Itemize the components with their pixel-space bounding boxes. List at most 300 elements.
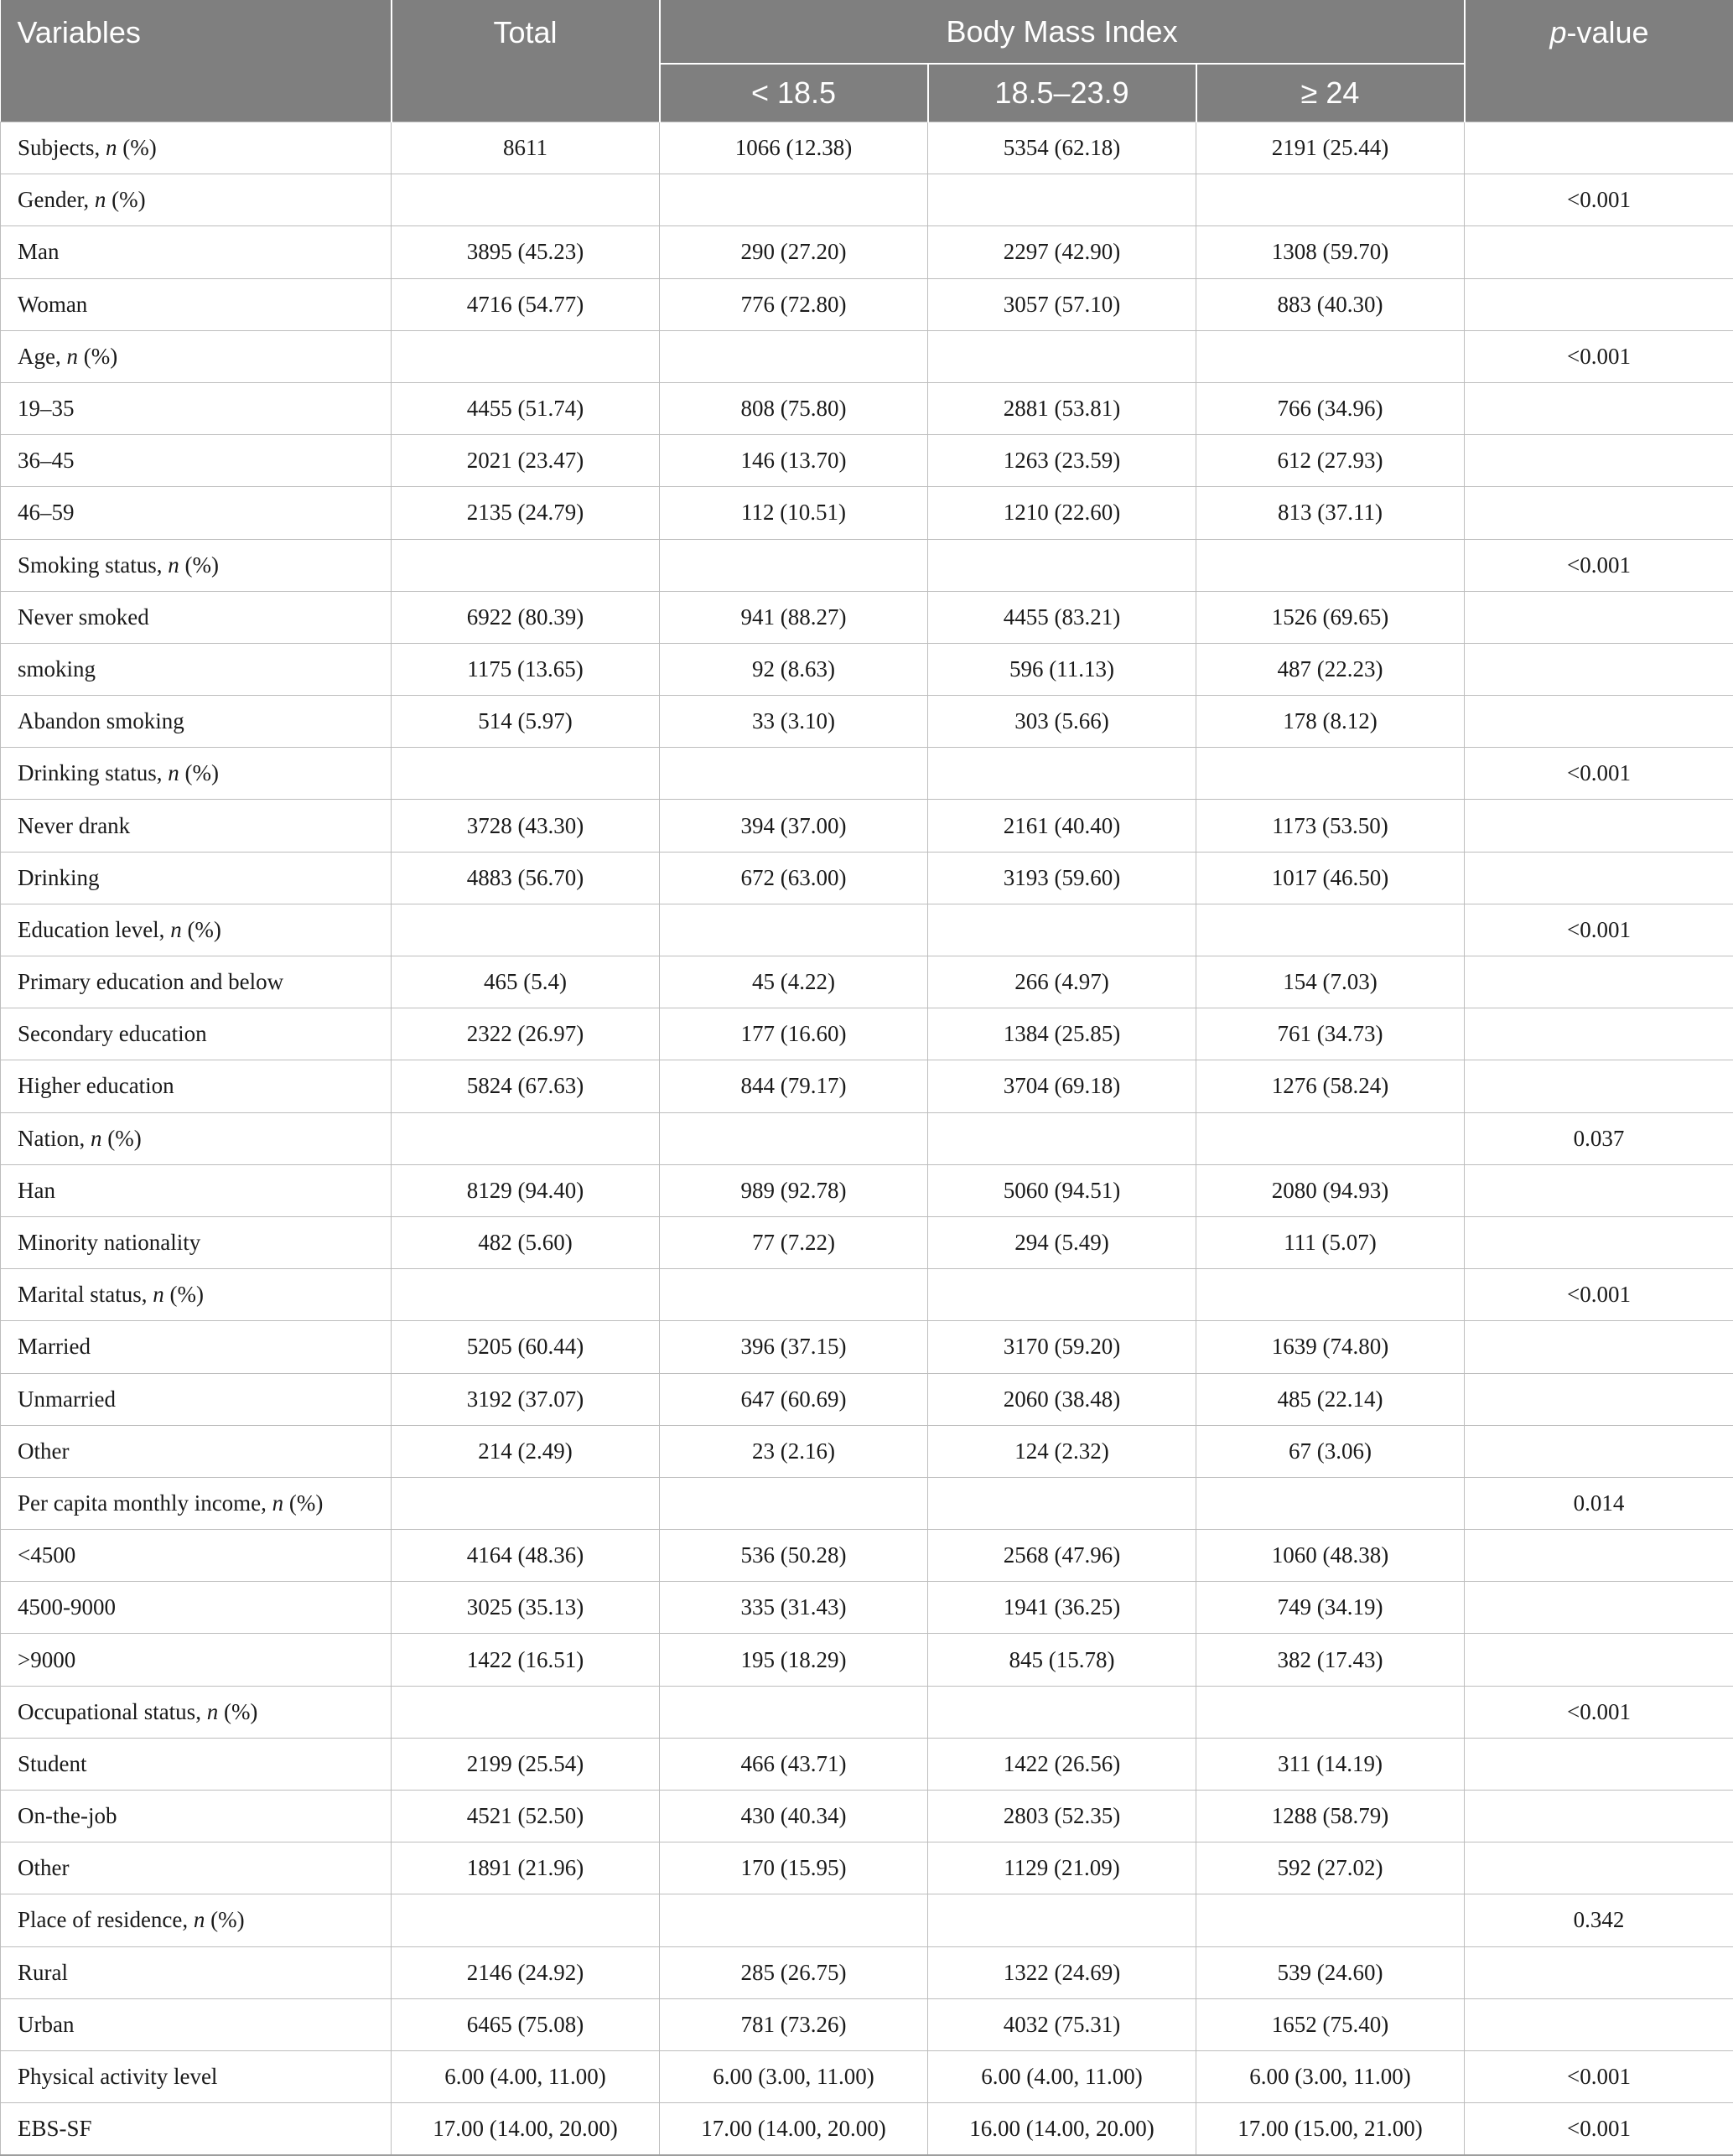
- cell-normal: 3193 (59.60): [928, 852, 1196, 904]
- cell-under: 430 (40.34): [660, 1791, 928, 1842]
- row-label: [1, 1842, 392, 1894]
- row-label-text: Occupational status,: [18, 1699, 207, 1724]
- cell-under: 23 (2.16): [660, 1425, 928, 1477]
- row-label: [1, 852, 392, 904]
- cell-normal: 1384 (25.85): [928, 1008, 1196, 1060]
- cell-under: [660, 174, 928, 226]
- row-label: [1, 382, 392, 434]
- cell-p: [1465, 956, 1733, 1008]
- row-label-text: Urban: [18, 2012, 74, 2037]
- cell-over: 111 (5.07): [1196, 1216, 1465, 1268]
- row-label-n: n: [66, 344, 78, 369]
- row-label: [1, 1112, 392, 1164]
- table-row: [1, 591, 1733, 643]
- row-label-text: Abandon smoking: [18, 708, 184, 733]
- row-label: [1, 1164, 392, 1216]
- cell-under: [660, 1686, 928, 1738]
- cell-p: <0.001: [1465, 2103, 1733, 2156]
- row-label-n: n: [168, 760, 179, 785]
- cell-p: 0.342: [1465, 1894, 1733, 1946]
- row-label: [1, 278, 392, 330]
- cell-p: <0.001: [1465, 330, 1733, 382]
- cell-under: [660, 539, 928, 591]
- row-label: [1, 539, 392, 591]
- cell-normal: 1422 (26.56): [928, 1738, 1196, 1790]
- cell-p: [1465, 1791, 1733, 1842]
- cell-over: 1526 (69.65): [1196, 591, 1465, 643]
- row-label-text: Drinking status,: [18, 760, 168, 785]
- row-label-text: Higher education: [18, 1073, 174, 1098]
- table-row: [1, 1373, 1733, 1425]
- row-label-text: Never drank: [18, 813, 130, 838]
- cell-total: 3192 (37.07): [392, 1373, 660, 1425]
- cell-under: 6.00 (3.00, 11.00): [660, 2050, 928, 2102]
- cell-total: 1891 (21.96): [392, 1842, 660, 1894]
- cell-normal: [928, 1477, 1196, 1529]
- row-label: [1, 122, 392, 174]
- row-label-text: Drinking: [18, 865, 100, 890]
- row-label: [1, 696, 392, 748]
- cell-p: <0.001: [1465, 1686, 1733, 1738]
- cell-over: [1196, 1686, 1465, 1738]
- cell-total: [392, 539, 660, 591]
- cell-under: 77 (7.22): [660, 1216, 928, 1268]
- table-row: [1, 1008, 1733, 1060]
- cell-under: 396 (37.15): [660, 1321, 928, 1373]
- row-label-text: Han: [18, 1178, 55, 1203]
- cell-over: [1196, 1269, 1465, 1321]
- cell-under: 45 (4.22): [660, 956, 928, 1008]
- row-label: [1, 1530, 392, 1582]
- cell-normal: [928, 539, 1196, 591]
- cell-total: [392, 1269, 660, 1321]
- cell-over: 1308 (59.70): [1196, 226, 1465, 278]
- cell-p: <0.001: [1465, 539, 1733, 591]
- cell-over: 487 (22.23): [1196, 643, 1465, 695]
- cell-under: 647 (60.69): [660, 1373, 928, 1425]
- cell-over: 1639 (74.80): [1196, 1321, 1465, 1373]
- cell-over: 539 (24.60): [1196, 1946, 1465, 1998]
- row-label-text: Secondary education: [18, 1021, 207, 1046]
- cell-p: [1465, 1008, 1733, 1060]
- cell-over: 1288 (58.79): [1196, 1791, 1465, 1842]
- row-label-text: 46–59: [18, 500, 75, 525]
- header-bmi-group: Body Mass Index: [660, 0, 1465, 64]
- table-row: [1, 643, 1733, 695]
- table-row: [1, 956, 1733, 1008]
- cell-total: 4883 (56.70): [392, 852, 660, 904]
- table-row: [1, 800, 1733, 852]
- row-label: [1, 1791, 392, 1842]
- cell-under: 844 (79.17): [660, 1060, 928, 1112]
- cell-p: [1465, 226, 1733, 278]
- cell-over: [1196, 330, 1465, 382]
- cell-over: 154 (7.03): [1196, 956, 1465, 1008]
- cell-total: 5824 (67.63): [392, 1060, 660, 1112]
- row-label-n: n: [91, 1126, 102, 1151]
- row-label-n: n: [153, 1282, 164, 1307]
- cell-total: 5205 (60.44): [392, 1321, 660, 1373]
- cell-p: <0.001: [1465, 904, 1733, 956]
- row-label-suffix: (%): [179, 552, 219, 578]
- row-label-n: n: [170, 917, 182, 942]
- row-label-n: n: [207, 1699, 219, 1724]
- cell-under: 781 (73.26): [660, 1998, 928, 2050]
- row-label-suffix: (%): [283, 1490, 323, 1516]
- table-row: [1, 226, 1733, 278]
- cell-over: 761 (34.73): [1196, 1008, 1465, 1060]
- cell-p: [1465, 1998, 1733, 2050]
- cell-p: [1465, 800, 1733, 852]
- table-row: [1, 1321, 1733, 1373]
- cell-under: 536 (50.28): [660, 1530, 928, 1582]
- cell-p: [1465, 487, 1733, 539]
- cell-under: 33 (3.10): [660, 696, 928, 748]
- header-p-italic: p: [1549, 15, 1566, 49]
- table-header: [1, 0, 1733, 122]
- row-label-text: Man: [18, 239, 60, 264]
- table-row: [1, 748, 1733, 800]
- row-label-suffix: (%): [78, 344, 117, 369]
- cell-total: 8611: [392, 122, 660, 174]
- table-row: [1, 1842, 1733, 1894]
- row-label-n: n: [95, 187, 106, 212]
- cell-over: 17.00 (15.00, 21.00): [1196, 2103, 1465, 2156]
- cell-p: [1465, 1216, 1733, 1268]
- cell-total: 4164 (48.36): [392, 1530, 660, 1582]
- cell-p: [1465, 122, 1733, 174]
- cell-total: 2021 (23.47): [392, 435, 660, 487]
- cell-under: 17.00 (14.00, 20.00): [660, 2103, 928, 2156]
- row-label: [1, 904, 392, 956]
- table-body: [1, 122, 1733, 2156]
- table-row: [1, 382, 1733, 434]
- cell-total: 3895 (45.23): [392, 226, 660, 278]
- cell-under: [660, 904, 928, 956]
- row-label-text: Place of residence,: [18, 1907, 194, 1932]
- cell-total: [392, 904, 660, 956]
- table-row: [1, 2050, 1733, 2102]
- cell-over: 178 (8.12): [1196, 696, 1465, 748]
- cell-total: 3025 (35.13): [392, 1582, 660, 1634]
- table-row: [1, 1634, 1733, 1686]
- cell-p: [1465, 1842, 1733, 1894]
- cell-over: [1196, 1112, 1465, 1164]
- cell-normal: 1322 (24.69): [928, 1946, 1196, 1998]
- cell-under: 92 (8.63): [660, 643, 928, 695]
- table-row: [1, 122, 1733, 174]
- cell-p: <0.001: [1465, 2050, 1733, 2102]
- cell-over: 749 (34.19): [1196, 1582, 1465, 1634]
- cell-normal: 16.00 (14.00, 20.00): [928, 2103, 1196, 2156]
- header-p-value: [1465, 0, 1733, 122]
- row-label-text: <4500: [18, 1542, 75, 1568]
- row-label: [1, 435, 392, 487]
- row-label: [1, 1425, 392, 1477]
- row-label: [1, 330, 392, 382]
- cell-over: 766 (34.96): [1196, 382, 1465, 434]
- cell-normal: 5060 (94.51): [928, 1164, 1196, 1216]
- cell-normal: 124 (2.32): [928, 1425, 1196, 1477]
- row-label-suffix: (%): [106, 187, 145, 212]
- cell-total: 2199 (25.54): [392, 1738, 660, 1790]
- cell-over: 1276 (58.24): [1196, 1060, 1465, 1112]
- row-label-text: 4500-9000: [18, 1594, 116, 1620]
- cell-p: [1465, 382, 1733, 434]
- row-label-text: Rural: [18, 1960, 68, 1985]
- cell-over: 2080 (94.93): [1196, 1164, 1465, 1216]
- cell-normal: 294 (5.49): [928, 1216, 1196, 1268]
- cell-normal: 3170 (59.20): [928, 1321, 1196, 1373]
- cell-p: [1465, 1738, 1733, 1790]
- row-label: [1, 1008, 392, 1060]
- row-label-text: Age,: [18, 344, 66, 369]
- cell-normal: 1941 (36.25): [928, 1582, 1196, 1634]
- table-row: [1, 852, 1733, 904]
- row-label-n: n: [194, 1907, 205, 1932]
- cell-over: [1196, 1477, 1465, 1529]
- row-label-text: Education level,: [18, 917, 170, 942]
- cell-over: 485 (22.14): [1196, 1373, 1465, 1425]
- cell-normal: 3057 (57.10): [928, 278, 1196, 330]
- cell-under: 776 (72.80): [660, 278, 928, 330]
- cell-p: [1465, 1946, 1733, 1998]
- cell-normal: 2803 (52.35): [928, 1791, 1196, 1842]
- row-label-text: Minority nationality: [18, 1230, 200, 1255]
- cell-under: 112 (10.51): [660, 487, 928, 539]
- row-label: [1, 1582, 392, 1634]
- cell-under: 394 (37.00): [660, 800, 928, 852]
- table-row: [1, 539, 1733, 591]
- header-bmi-under: < 18.5: [660, 64, 928, 122]
- row-label-suffix: (%): [117, 135, 157, 160]
- cell-p: [1465, 278, 1733, 330]
- cell-under: 466 (43.71): [660, 1738, 928, 1790]
- row-label: [1, 487, 392, 539]
- row-label: [1, 1216, 392, 1268]
- row-label-text: On-the-job: [18, 1803, 117, 1828]
- cell-p: [1465, 1634, 1733, 1686]
- table-row: [1, 278, 1733, 330]
- cell-under: [660, 748, 928, 800]
- cell-p: [1465, 643, 1733, 695]
- table-row: [1, 330, 1733, 382]
- table-row: [1, 1738, 1733, 1790]
- cell-normal: [928, 1269, 1196, 1321]
- cell-p: [1465, 1164, 1733, 1216]
- row-label-text: Primary education and below: [18, 969, 283, 994]
- cell-p: [1465, 1373, 1733, 1425]
- row-label: [1, 1894, 392, 1946]
- cell-total: [392, 174, 660, 226]
- cell-over: [1196, 1894, 1465, 1946]
- cell-total: 2146 (24.92): [392, 1946, 660, 1998]
- cell-p: <0.001: [1465, 1269, 1733, 1321]
- row-label: [1, 748, 392, 800]
- cell-normal: 2881 (53.81): [928, 382, 1196, 434]
- row-label: [1, 1269, 392, 1321]
- cell-normal: 4455 (83.21): [928, 591, 1196, 643]
- row-label-n: n: [168, 552, 179, 578]
- row-label-text: Subjects,: [18, 135, 106, 160]
- table-row: [1, 904, 1733, 956]
- cell-under: 290 (27.20): [660, 226, 928, 278]
- row-label-text: Per capita monthly income,: [18, 1490, 272, 1516]
- table-row: [1, 487, 1733, 539]
- cell-p: 0.014: [1465, 1477, 1733, 1529]
- cell-over: 883 (40.30): [1196, 278, 1465, 330]
- row-label-text: Nation,: [18, 1126, 91, 1151]
- cell-total: [392, 1477, 660, 1529]
- cell-over: 1017 (46.50): [1196, 852, 1465, 904]
- row-label-text: Smoking status,: [18, 552, 168, 578]
- header-bmi-normal: 18.5–23.9: [928, 64, 1196, 122]
- cell-over: 67 (3.06): [1196, 1425, 1465, 1477]
- cell-normal: 266 (4.97): [928, 956, 1196, 1008]
- cell-normal: 4032 (75.31): [928, 1998, 1196, 2050]
- row-label: [1, 591, 392, 643]
- cell-total: [392, 1894, 660, 1946]
- cell-p: [1465, 1321, 1733, 1373]
- row-label-text: Other: [18, 1438, 69, 1464]
- row-label-text: Other: [18, 1855, 69, 1880]
- cell-normal: [928, 1112, 1196, 1164]
- cell-p: [1465, 1425, 1733, 1477]
- cell-normal: 2297 (42.90): [928, 226, 1196, 278]
- row-label: [1, 1686, 392, 1738]
- row-label-text: Never smoked: [18, 604, 149, 630]
- cell-p: [1465, 1060, 1733, 1112]
- cell-normal: [928, 330, 1196, 382]
- header-bmi-over: ≥ 24: [1196, 64, 1465, 122]
- cell-under: [660, 1894, 928, 1946]
- row-label: [1, 1321, 392, 1373]
- cell-normal: 2568 (47.96): [928, 1530, 1196, 1582]
- table-row: [1, 1998, 1733, 2050]
- row-label-text: >9000: [18, 1647, 75, 1672]
- row-label-text: Marital status,: [18, 1282, 153, 1307]
- cell-normal: [928, 1686, 1196, 1738]
- cell-normal: 1263 (23.59): [928, 435, 1196, 487]
- cell-over: [1196, 539, 1465, 591]
- row-label-suffix: (%): [164, 1282, 204, 1307]
- cell-under: [660, 1269, 928, 1321]
- cell-total: 6922 (80.39): [392, 591, 660, 643]
- row-label: [1, 174, 392, 226]
- cell-over: 1652 (75.40): [1196, 1998, 1465, 2050]
- row-label: [1, 1373, 392, 1425]
- table-row: [1, 1216, 1733, 1268]
- row-label: [1, 2050, 392, 2102]
- row-label-suffix: (%): [205, 1907, 244, 1932]
- row-label-n: n: [106, 135, 117, 160]
- cell-under: 808 (75.80): [660, 382, 928, 434]
- row-label-text: smoking: [18, 656, 96, 682]
- row-label-text: Unmarried: [18, 1386, 116, 1412]
- cell-under: 146 (13.70): [660, 435, 928, 487]
- cell-total: 6465 (75.08): [392, 1998, 660, 2050]
- row-label-suffix: (%): [102, 1126, 142, 1151]
- cell-normal: 845 (15.78): [928, 1634, 1196, 1686]
- table-row: [1, 1686, 1733, 1738]
- cell-under: 989 (92.78): [660, 1164, 928, 1216]
- cell-total: 4521 (52.50): [392, 1791, 660, 1842]
- cell-under: 177 (16.60): [660, 1008, 928, 1060]
- cell-total: 17.00 (14.00, 20.00): [392, 2103, 660, 2156]
- cell-total: 1422 (16.51): [392, 1634, 660, 1686]
- row-label-text: Physical activity level: [18, 2064, 217, 2089]
- cell-under: [660, 1112, 928, 1164]
- cell-total: 465 (5.4): [392, 956, 660, 1008]
- row-label: [1, 1738, 392, 1790]
- cell-total: [392, 1686, 660, 1738]
- cell-under: 170 (15.95): [660, 1842, 928, 1894]
- cell-over: 382 (17.43): [1196, 1634, 1465, 1686]
- cell-p: <0.001: [1465, 748, 1733, 800]
- table-row: [1, 2103, 1733, 2156]
- row-label: [1, 1477, 392, 1529]
- cell-total: 4455 (51.74): [392, 382, 660, 434]
- row-label-text: 19–35: [18, 396, 75, 421]
- cell-total: 1175 (13.65): [392, 643, 660, 695]
- cell-normal: 5354 (62.18): [928, 122, 1196, 174]
- cell-normal: [928, 1894, 1196, 1946]
- cell-total: 4716 (54.77): [392, 278, 660, 330]
- table-row: [1, 1164, 1733, 1216]
- cell-over: [1196, 748, 1465, 800]
- row-label-text: Gender,: [18, 187, 95, 212]
- table-row: [1, 174, 1733, 226]
- table-row: [1, 1946, 1733, 1998]
- row-label: [1, 800, 392, 852]
- cell-total: [392, 748, 660, 800]
- cell-under: [660, 330, 928, 382]
- cell-p: [1465, 435, 1733, 487]
- cell-total: [392, 330, 660, 382]
- cell-total: 482 (5.60): [392, 1216, 660, 1268]
- cell-over: 813 (37.11): [1196, 487, 1465, 539]
- row-label-suffix: (%): [218, 1699, 257, 1724]
- cell-p: [1465, 591, 1733, 643]
- row-label: [1, 643, 392, 695]
- cell-under: [660, 1477, 928, 1529]
- cell-total: 3728 (43.30): [392, 800, 660, 852]
- table-row: [1, 1477, 1733, 1529]
- cell-normal: [928, 748, 1196, 800]
- table-row: [1, 1425, 1733, 1477]
- cell-total: 514 (5.97): [392, 696, 660, 748]
- cell-under: 335 (31.43): [660, 1582, 928, 1634]
- table-row: [1, 1060, 1733, 1112]
- header-variables: Variables: [1, 0, 392, 122]
- row-label-text: Married: [18, 1334, 91, 1359]
- cell-p: 0.037: [1465, 1112, 1733, 1164]
- table-row: [1, 1112, 1733, 1164]
- cell-normal: 6.00 (4.00, 11.00): [928, 2050, 1196, 2102]
- row-label: [1, 226, 392, 278]
- row-label: [1, 956, 392, 1008]
- cell-over: 1060 (48.38): [1196, 1530, 1465, 1582]
- cell-normal: [928, 174, 1196, 226]
- table-row: [1, 1530, 1733, 1582]
- cell-over: 311 (14.19): [1196, 1738, 1465, 1790]
- cell-p: <0.001: [1465, 174, 1733, 226]
- row-label: [1, 2103, 392, 2156]
- cell-over: 1173 (53.50): [1196, 800, 1465, 852]
- row-label-text: 36–45: [18, 448, 75, 473]
- table-row: [1, 1269, 1733, 1321]
- cell-under: 941 (88.27): [660, 591, 928, 643]
